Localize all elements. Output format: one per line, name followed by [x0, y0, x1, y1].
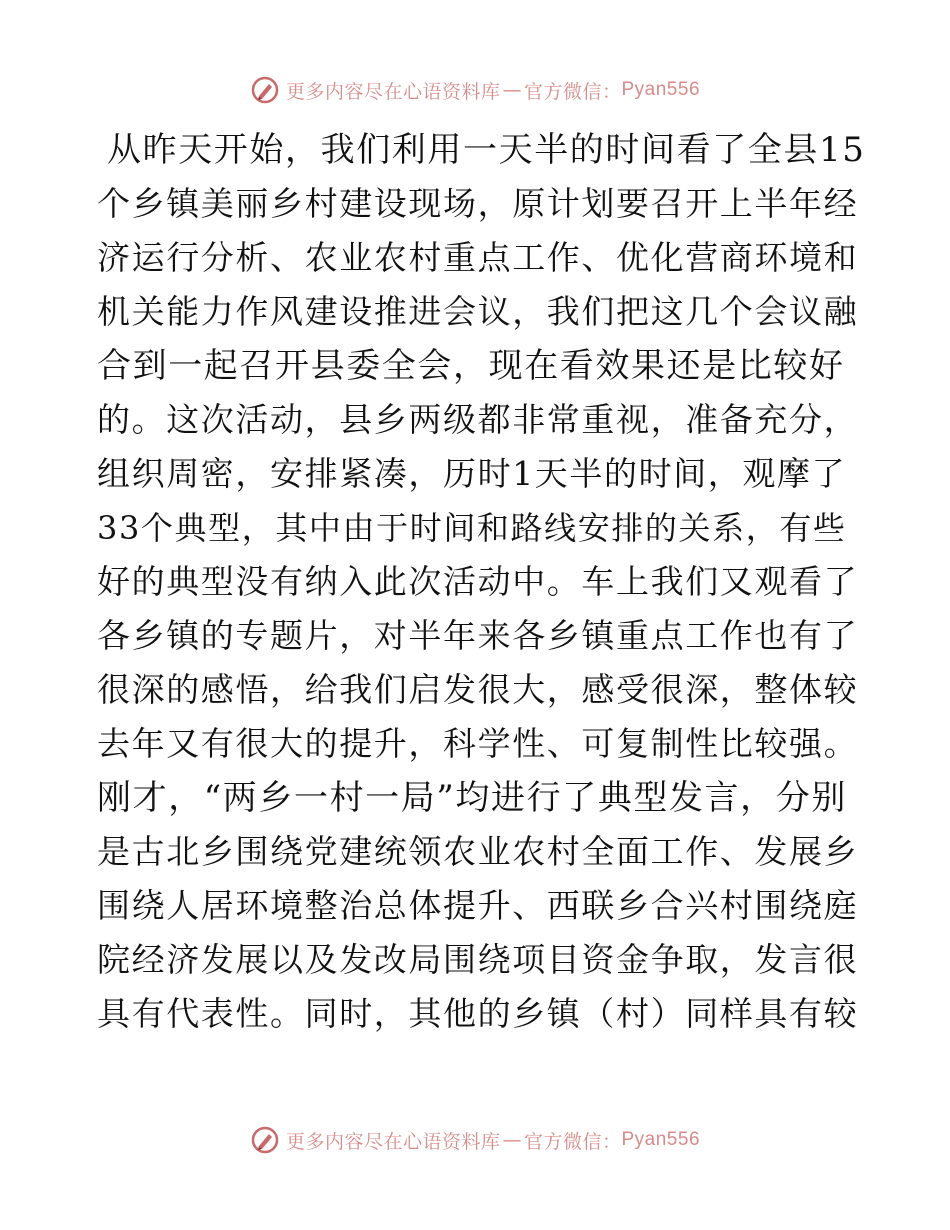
body-line: 具有代表性。同时，其他的乡镇（村）同样具有较: [97, 994, 859, 1033]
body-line: 33个典型，其中由于时间和路线安排的关系，有些: [97, 509, 847, 547]
body-line: 组织周密，安排紧凑，历时1天半的时间，观摩了: [97, 454, 847, 493]
document-body: [97, 123, 866, 1041]
body-line: 刚才，“两乡一村一局”均进行了典型发言，分别: [97, 778, 847, 818]
header-watermark: [0, 70, 950, 110]
body-line: 的。这次活动，县乡两级都非常重视，准备充分，: [97, 400, 859, 439]
watermark-separator: —: [502, 79, 522, 101]
watermark-site-text: 更多内容尽在心语资料库: [285, 80, 501, 103]
body-line: 围绕人居环境整治总体提升、西联乡合兴村围绕庭: [97, 886, 859, 925]
pen-logo-icon: [250, 75, 280, 105]
body-line: 去年又有很大的提升，科学性、可复制性比较强。: [97, 724, 859, 763]
body-line: 机关能力作风建设推进会议，我们把这几个会议融: [97, 292, 859, 331]
watermark-site-text: 更多内容尽在心语资料库: [285, 1130, 501, 1153]
body-line: 合到一起召开县委全会，现在看效果还是比较好: [97, 346, 845, 386]
body-line: 从昨天开始，我们利用一天半的时间看了全县15: [107, 130, 866, 170]
footer-watermark: [0, 1120, 950, 1160]
body-line: 很深的感悟，给我们启发很大，感受很深，整体较: [97, 670, 859, 709]
watermark-wechat-id: Pyan556: [621, 79, 701, 100]
pen-logo-icon: [250, 1125, 280, 1155]
watermark-wechat-id: Pyan556: [621, 1129, 701, 1150]
watermark-wechat-label: 官方微信：: [523, 80, 622, 103]
body-line: 个乡镇美丽乡村建设现场，原计划要召开上半年经: [97, 184, 859, 223]
body-line: 济运行分析、农业农村重点工作、优化营商环境和: [97, 238, 859, 277]
body-line: 好的典型没有纳入此次活动中。车上我们又观看了: [97, 562, 859, 601]
body-line: 院经济发展以及发改局围绕项目资金争取，发言很: [97, 940, 859, 979]
watermark-separator: —: [502, 1129, 522, 1151]
body-line: 各乡镇的专题片，对半年来各乡镇重点工作也有了: [97, 616, 859, 655]
body-line: 是古北乡围绕党建统领农业农村全面工作、发展乡: [97, 832, 859, 871]
watermark-wechat-label: 官方微信：: [523, 1130, 622, 1153]
